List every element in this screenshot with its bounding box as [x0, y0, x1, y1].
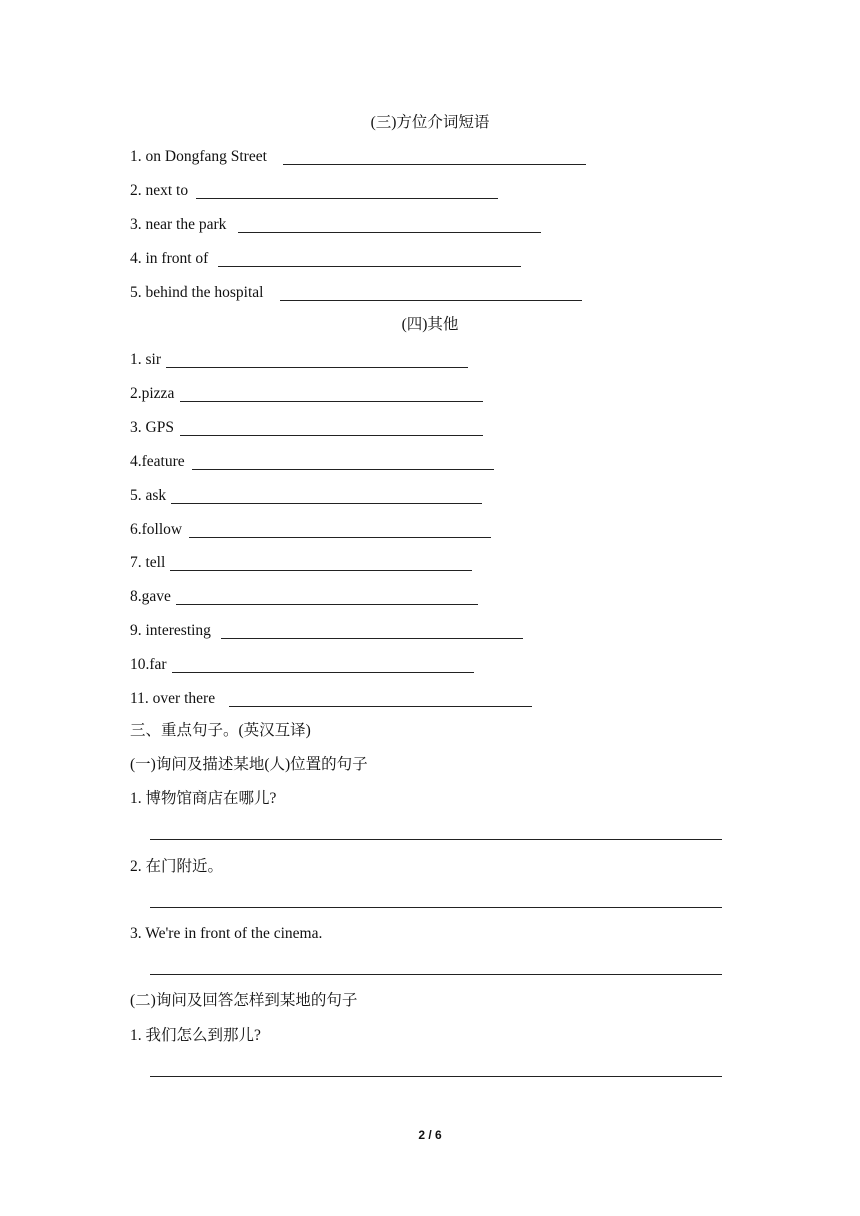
list-item: 3. GPS	[130, 419, 174, 436]
list-item: 10.far	[130, 656, 167, 673]
answer-blank[interactable]	[196, 198, 498, 199]
subsection-heading: (一)询问及描述某地(人)位置的句子	[130, 756, 368, 773]
list-item: 2. next to	[130, 182, 189, 199]
list-item: 8.gave	[130, 588, 171, 605]
list-item: 3. near the park	[130, 216, 227, 233]
answer-line[interactable]	[150, 1076, 722, 1077]
list-item: 11. over there	[130, 690, 216, 707]
subsection-heading: (二)询问及回答怎样到某地的句子	[130, 992, 358, 1009]
list-item: 1. on Dongfang Street	[130, 148, 267, 165]
list-item: 2.pizza	[130, 385, 175, 402]
list-item: 9. interesting	[130, 622, 211, 639]
answer-blank[interactable]	[172, 672, 474, 673]
answer-blank[interactable]	[166, 367, 468, 368]
answer-blank[interactable]	[189, 537, 491, 538]
sentence-item: 2. 在门附近。	[130, 858, 224, 875]
part3-heading: 三、重点句子。(英汉互译)	[130, 722, 311, 739]
list-item: 7. tell	[130, 554, 166, 571]
answer-blank[interactable]	[171, 503, 482, 504]
answer-blank[interactable]	[176, 604, 478, 605]
list-item: 5. behind the hospital	[130, 284, 264, 301]
section4-heading: (四)其他	[401, 316, 459, 333]
answer-blank[interactable]	[238, 232, 541, 233]
section3-heading: (三)方位介词短语	[370, 114, 490, 131]
answer-blank[interactable]	[180, 401, 483, 402]
page-number: 2 / 6	[418, 1128, 442, 1142]
answer-blank[interactable]	[283, 164, 586, 165]
answer-blank[interactable]	[180, 435, 483, 436]
list-item: 4. in front of	[130, 250, 209, 267]
answer-blank[interactable]	[218, 266, 521, 267]
list-item: 4.feature	[130, 453, 185, 470]
answer-blank[interactable]	[280, 300, 582, 301]
answer-line[interactable]	[150, 839, 722, 840]
sentence-item: 1. 我们怎么到那儿?	[130, 1027, 261, 1044]
answer-line[interactable]	[150, 907, 722, 908]
answer-blank[interactable]	[221, 638, 523, 639]
answer-blank[interactable]	[192, 469, 494, 470]
answer-blank[interactable]	[229, 706, 532, 707]
list-item: 5. ask	[130, 487, 167, 504]
list-item: 6.follow	[130, 521, 183, 538]
sentence-item: 1. 博物馆商店在哪儿?	[130, 790, 277, 807]
sentence-item: 3. We're in front of the cinema.	[130, 925, 323, 942]
answer-blank[interactable]	[170, 570, 472, 571]
answer-line[interactable]	[150, 974, 722, 975]
list-item: 1. sir	[130, 351, 161, 368]
